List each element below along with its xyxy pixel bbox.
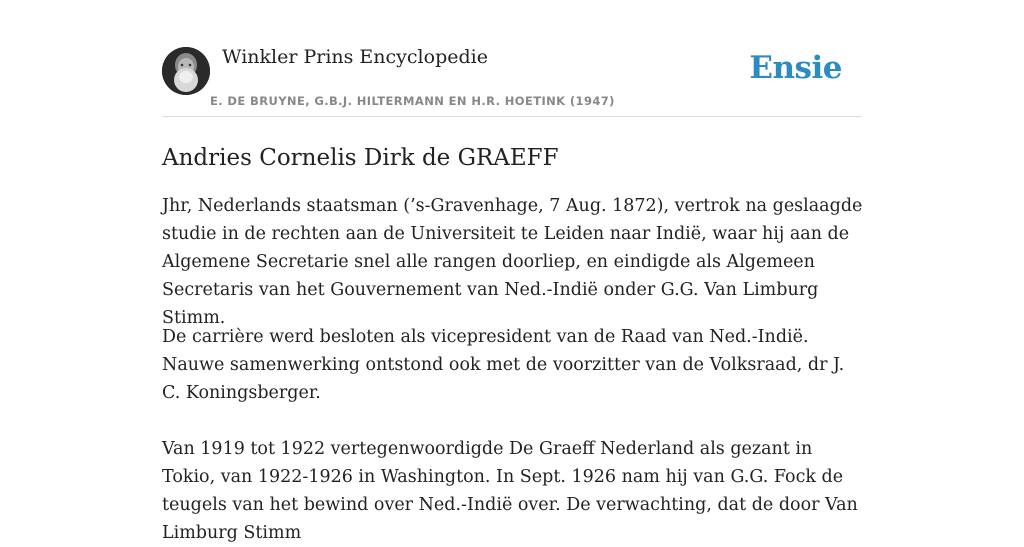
author-portrait-icon[interactable] bbox=[162, 47, 210, 95]
article-paragraph: Van 1919 tot 1922 vertegenwoordigde De Graeff Nederland als gezant in Tokio, van 1922-1926 in Washington. In Sept. 1926 nam hij van G.G. Fock de teugels van het bewind over Ned.-Indië over. De verwachting, dat de door Van Limburg Stimm bbox=[162, 439, 858, 543]
header bbox=[162, 0, 862, 117]
page bbox=[162, 0, 863, 543]
publication-title[interactable]: Winkler Prins Encyclopedie bbox=[222, 46, 488, 68]
article-title: Andries Cornelis Dirk de GRAEFF bbox=[162, 145, 559, 171]
brand-logo[interactable]: Ensie bbox=[749, 50, 842, 86]
article-paragraph: De carrière werd besloten als vicepresident van de Raad van Ned.-Indië. Nauwe samenwerking ontstond ook met de voorzitter van de Volksraad, dr J. C. Koningsberger. bbox=[162, 327, 845, 403]
authors-line: E. DE BRUYNE, G.B.J. HILTERMANN EN H.R. HOETINK (1947) bbox=[210, 94, 615, 108]
article-paragraph: Jhr, Nederlands staatsman (’s-Gravenhage, 7 Aug. 1872), vertrok na geslaagde studie in de rechten aan de Universiteit te Leiden naar Indië, waar hij aan de Algemene Secretarie snel alle rangen doorliep, en eindigde als Algemeen Secretaris van het Gouvernement van Ned.-Indië onder G.G. Van Limburg Stimm. bbox=[162, 196, 863, 328]
portrait-graphic bbox=[162, 47, 210, 95]
